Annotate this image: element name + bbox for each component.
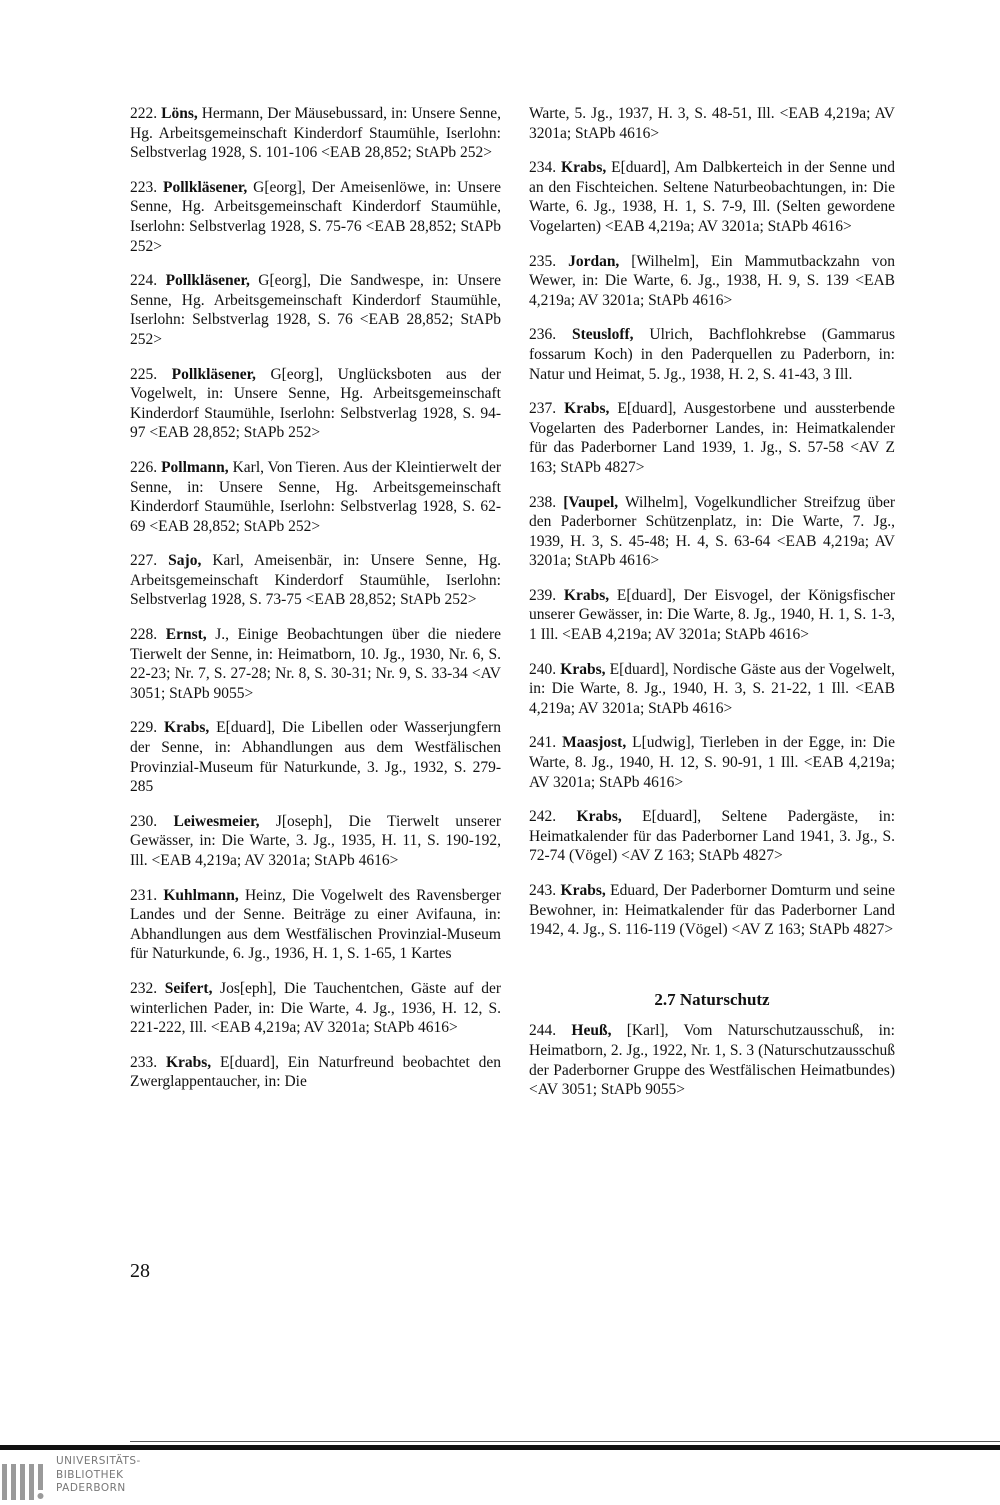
bibliography-entry — [529, 1021, 895, 1099]
bibliography-entry — [529, 660, 895, 719]
entry-number: 236. — [529, 326, 557, 344]
entry-number: 227. — [130, 552, 158, 570]
right-column — [529, 104, 895, 1115]
entry-text: J., Einige Beobachtungen über die niedere Tierwelt der Senne, in: Heimatborn, 10. Jg., 1930, Nr. 6, S. 22-23; Nr. 7, S. 27-28; Nr. 8, S. 30-31; Nr. 9, S. 33-34 <AV 3051; StAPb 9055> — [130, 626, 501, 702]
logo-line-3: PADERBORN — [56, 1482, 126, 1494]
entry-text: L[udwig], Tierleben in der Egge, in: Die Warte, 8. Jg., 1940, H. 12, S. 90-91, 1 Ill. <EAB 4,219a; AV 3201a; StAPb 4616> — [529, 734, 895, 791]
entry-text: Jos[eph], Die Tauchentchen, Gäste auf der winterlichen Pader, in: Die Warte, 4. Jg., 1936, H. 12, S. 221-222, Ill. <EAB 4,219a; AV 3201a; StAPb 4616> — [130, 979, 501, 1037]
bibliography-entry — [130, 718, 501, 796]
bibliography-entry — [130, 1053, 501, 1092]
entry-text: E[duard], Ein Naturfreund beobachtet den Zwerglappentaucher, in: Die — [130, 1053, 501, 1091]
entry-author: Krabs, — [164, 719, 210, 737]
entry-author: Ernst, — [165, 626, 207, 644]
entry-number: 242. — [529, 808, 557, 826]
bibliography-entry — [529, 252, 895, 311]
entry-text: Hermann, Der Mäusebussard, in: Unsere Senne, Hg. Arbeitsgemeinschaft Kinderdorf Staumühle, Iserlohn: Selbstverlag 1928, S. 101-106 <EAB 28,852; StAPb 252> — [130, 105, 501, 162]
entry-number: 237. — [529, 400, 557, 418]
bibliography-entry — [130, 104, 501, 163]
bibliography-entry — [529, 104, 895, 143]
entry-author: Krabs, — [563, 586, 610, 604]
entry-number: 232. — [130, 979, 158, 997]
bibliography-entry — [130, 625, 501, 703]
entry-text: E[duard], Nordische Gäste aus der Vogelwelt, in: Die Warte, 8. Jg., 1940, H. 3, S. 21-22, 1 Ill. <EAB 4,219a; AV 3201a; StAPb 4616> — [529, 660, 895, 717]
entry-author: Heuß, — [571, 1022, 612, 1040]
entry-author: Seifert, — [164, 979, 213, 997]
entry-text: [Wilhelm], Ein Mammutbackzahn von Wewer, in: Die Warte, 6. Jg., 1938, H. 9, S. 139 <EAB 4,219a; AV 3201a; StAPb 4616> — [529, 252, 895, 309]
entry-text: Heinz, Die Vogelwelt des Ravensberger Landes und der Senne. Beiträge zu einer Avifauna, in: Abhandlungen aus dem Westfälischen Provinzial-Museum für Naturkunde, 6. Jg., 1936, H. 1, S. 1-65, 1 Kartes — [130, 886, 502, 963]
entry-author: Krabs, — [560, 660, 606, 678]
entry-number: 231. — [130, 886, 158, 904]
entry-author: Krabs, — [165, 1053, 212, 1071]
library-footer — [0, 1450, 1000, 1505]
entry-author: Krabs, — [560, 882, 606, 899]
entry-number: 234. — [529, 159, 557, 177]
bibliography-entry — [130, 551, 501, 610]
bibliography-entry — [529, 399, 895, 477]
entry-text: Wilhelm], Vogelkundlicher Streifzug über den Paderborner Schützenplatz, in: Die Warte, 7. Jg., 1939, H. 3, S. 45-48; H. 4, S. 63-64 <EAB 4,219a; AV 3201a; StAPb 4616> — [529, 493, 895, 570]
entry-author: Sajo, — [168, 552, 202, 570]
footer-rule-thin — [130, 1441, 1000, 1442]
entry-author: Maasjost, — [562, 734, 627, 752]
entry-text: Eduard, Der Paderborner Domturm und seine Bewohner, in: Heimatkalender für das Paderborner Land 1942, 4. Jg., S. 116-119 (Vögel) <AV Z 163; StAPb 4827> — [529, 882, 895, 939]
entry-number: 226. — [130, 458, 158, 476]
entry-author: Pollkläsener, — [165, 272, 250, 290]
bibliography-entry — [130, 979, 501, 1038]
entry-text: [Karl], Vom Naturschutzausschuß, in: Heimatborn, 2. Jg., 1922, Nr. 1, S. 3 (Naturschutzausschuß der Paderborner Gruppe des Westfälischen Heimatbundes) <AV 3051; StAPb 9055> — [529, 1022, 895, 1099]
entry-author: Krabs, — [576, 808, 622, 826]
entry-number: 235. — [529, 252, 557, 270]
bibliography-entry — [130, 271, 501, 349]
bibliography-entry — [529, 493, 895, 571]
entry-text: Ulrich, Bachflohkrebse (Gammarus fossarum Koch) in den Paderquellen zu Paderborn, in: Natur und Heimat, 5. Jg., 1938, H. 2, S. 41-43, 3 Ill. — [529, 326, 895, 383]
logo-line-2: BIBLIOTHEK — [56, 1468, 124, 1481]
entry-author: Kuhlmann, — [163, 886, 239, 904]
bibliography-entry — [529, 158, 895, 236]
entry-text: Warte, 5. Jg., 1937, H. 3, S. 48-51, Ill. <EAB 4,219a; AV 3201a; StAPb 4616> — [529, 105, 895, 142]
entry-number: 233. — [130, 1053, 158, 1071]
entry-text: E[duard], Die Libellen oder Wasserjungfern der Senne, in: Abhandlungen aus dem Westfälischen Provinzial-Museum für Naturkunde, 3. Jg., 1932, S. 279-285 — [130, 719, 501, 796]
entry-text: G[eorg], Unglücksboten aus der Vogelwelt, in: Unsere Senne, Hg. Arbeitsgemeinschaft Kinderdorf Staumühle, Iserlohn: Selbstverlag 1928, S. 94-97 <EAB 28,852; StAPb 252> — [130, 365, 501, 442]
bibliography-entry — [529, 881, 895, 940]
entry-number: 224. — [130, 272, 158, 290]
entry-author: Krabs, — [561, 159, 607, 177]
entry-author: Löns, — [161, 105, 198, 122]
bibliography-entry — [130, 886, 501, 964]
entry-author: Leiwesmeier, — [173, 812, 260, 830]
entry-number: 244. — [529, 1022, 557, 1040]
entry-text: E[duard], Der Eisvogel, der Königsfischer unserer Gewässer, in: Die Warte, 8. Jg., 1940, H. 1, S. 1-3, 1 Ill. <EAB 4,219a; AV 3201a; StAPb 4616> — [529, 586, 895, 644]
bibliography-entry — [529, 586, 895, 645]
entry-text: J[oseph], Die Tierwelt unserer Gewässer, in: Die Warte, 3. Jg., 1935, H. 11, S. 190-192, Ill. <EAB 4,219a; AV 3201a; StAPb 4616> — [130, 812, 501, 869]
entry-text: G[eorg], Die Sandwespe, in: Unsere Senne, Hg. Arbeitsgemeinschaft Kinderdorf Staumühle, Iserlohn: Selbstverlag 1928, S. 76 <EAB 28,852; StAPb 252> — [130, 272, 501, 348]
entry-author: Jordan, — [568, 252, 620, 270]
logo-line-1: UNIVERSITÄTS- — [56, 1455, 141, 1467]
entry-number: 239. — [529, 586, 557, 604]
entry-text: Karl, Ameisenbär, in: Unsere Senne, Hg. Arbeitsgemeinschaft Kinderdorf Staumühle, Iserlohn: Selbstverlag 1928, S. 73-75 <EAB 28,852; StAPb 252> — [130, 552, 501, 609]
entry-number: 225. — [130, 365, 158, 383]
entry-number: 222. — [130, 105, 158, 122]
entry-author: Pollkläsener, — [171, 365, 256, 383]
bibliography-entry — [529, 807, 895, 866]
library-logo-icon — [0, 1458, 52, 1500]
entry-number: 240. — [529, 660, 557, 678]
entry-text: Karl, Von Tieren. Aus der Kleintierwelt der Senne, in: Unsere Senne, Hg. Arbeitsgemeinschaft Kinderdorf Staumühle, Iserlohn: Selbstverlag 1928, S. 62-69 <EAB 28,852; StAPb 252> — [130, 458, 501, 535]
bibliography-entry — [130, 365, 501, 443]
section-heading: 2.7 Naturschutz — [654, 989, 770, 1009]
entry-text: G[eorg], Der Ameisenlöwe, in: Unsere Senne, Hg. Arbeitsgemeinschaft Kinderdorf Staumühle, Iserlohn: Selbstverlag 1928, S. 75-76 <EAB 28,852; StAPb 252> — [130, 178, 501, 255]
entry-text: E[duard], Am Dalbkerteich in der Senne und an den Fischteichen. Seltene Naturbeobachtungen, in: Die Warte, 6. Jg., 1938, H. 1, S. 7-9, Ill. (Selten gewordene Vogelarten) <EAB 4,219a; AV 3201a; StAPb 4616> — [529, 159, 896, 235]
bibliography-entry — [529, 325, 895, 384]
entry-number: 238. — [529, 493, 557, 511]
entry-number: 241. — [529, 734, 557, 752]
bibliography-entry — [130, 458, 501, 536]
bibliography-entry — [130, 178, 501, 256]
entry-text: E[duard], Ausgestorbene und aussterbende Vogelarten des Paderborner Landes, in: Heimatkalender für das Paderborner Land 1939, 1. Jg., S. 57-58 <AV Z 163; StAPb 4827> — [529, 400, 895, 476]
library-logo-text — [56, 1455, 141, 1496]
entry-number: 230. — [130, 812, 158, 830]
entry-author: Krabs, — [564, 400, 610, 418]
entry-number: 223. — [130, 178, 158, 196]
left-column — [130, 104, 501, 1107]
bibliography-entry — [130, 812, 501, 871]
entry-author: [Vaupel, — [563, 493, 619, 511]
entry-author: Steusloff, — [571, 326, 634, 344]
entry-number: 243. — [529, 882, 557, 899]
entry-text: E[duard], Seltene Padergäste, in: Heimatkalender für das Paderborner Land 1941, 3. Jg., S. 72-74 (Vögel) <AV Z 163; StAPb 4827> — [529, 808, 896, 865]
entry-author: Pollkläsener, — [163, 178, 248, 196]
page-number: 28 — [130, 1260, 150, 1282]
entry-author: Pollmann, — [161, 458, 229, 476]
entry-number: 228. — [130, 626, 158, 644]
entry-number: 229. — [130, 719, 158, 737]
bibliography-entry — [529, 733, 895, 792]
